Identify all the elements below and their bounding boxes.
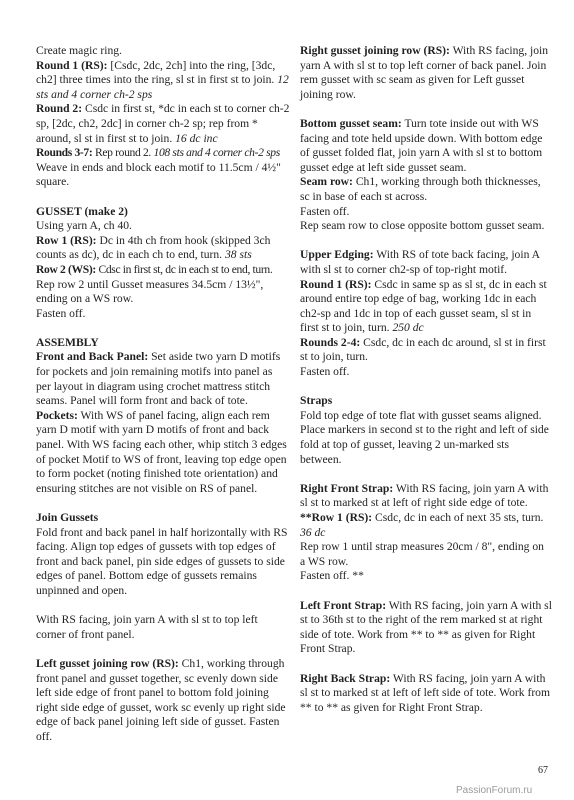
upper-edging bbox=[300, 248, 552, 277]
gusset-yarn: Using yarn A, ch 40. bbox=[36, 219, 132, 233]
pockets-label: Pockets: bbox=[36, 408, 78, 422]
round-1-label: Round 1 (RS): bbox=[36, 58, 108, 72]
seam-row bbox=[300, 175, 552, 204]
pockets-text: With WS of panel facing, align each rem yarn D motif with yarn D motifs of front and back panel. With WS facing each other, whip stitch 3 edges of pocket Motif to WS of front, leaving top edge open to form pocket (noting finished tote orientation) and ensuring stitches are not visible on RS of panel. bbox=[36, 408, 287, 495]
gusset-rep: Rep row 2 until Gusset measures 34.5cm / 13½", ending on a WS row. bbox=[36, 277, 264, 306]
round-2 bbox=[36, 102, 290, 146]
gusset-row-1-count: 38 sts bbox=[224, 248, 252, 262]
lfs-label: Left Front Strap: bbox=[300, 598, 387, 612]
bottom-seam-text: Turn tote inside out with WS facing and tote held upside down. With bottom edge of gusset folded flat, join yarn A with sl st to bottom gusset edge at left side gusset seam. bbox=[300, 116, 543, 174]
bottom-gusset-seam bbox=[300, 117, 552, 175]
rfs-text: With RS facing, join yarn A with sl st to marked st at left of right side edge of tote. bbox=[300, 481, 549, 510]
rfs-row-1-text: Csdc, dc in each of next 35 sts, turn. bbox=[372, 511, 544, 524]
gusset-row-2-text: Cdsc in first st, dc in each st to end, turn. bbox=[95, 262, 273, 276]
front-back-panel bbox=[36, 350, 290, 408]
upper-round-1-label: Round 1 (RS): bbox=[300, 277, 372, 291]
right-front-strap bbox=[300, 482, 552, 511]
upper-edging-label: Upper Edging: bbox=[300, 248, 374, 262]
round-1-count: 12 sts and 4 corner ch-2 sps bbox=[36, 73, 289, 101]
rfs-row-1-label: **Row 1 (RS): bbox=[300, 511, 373, 524]
upper-rounds-2-4-label: Rounds 2-4: bbox=[300, 335, 361, 349]
join-gussets-heading: Join Gussets bbox=[36, 511, 99, 524]
round-2-label: Round 2: bbox=[36, 102, 83, 116]
gusset-heading: GUSSET (make 2) bbox=[36, 204, 128, 218]
straps-text: Fold top edge of tote flat with gusset seams aligned. Place markers in second st to the right and left of side fold at top of gusset, leaving 2 un-marked sts between. bbox=[300, 408, 549, 466]
seam-row-label: Seam row: bbox=[300, 175, 353, 189]
weave-text: Weave in ends and block each motif to 11.5cm / 4½" square. bbox=[36, 160, 281, 189]
left-gusset-row bbox=[36, 657, 290, 745]
left-gusset-label: Left gusset joining row (RS): bbox=[36, 656, 179, 670]
round-1-text: [Csdc, 2dc, 2ch] into the ring, [3dc, ch2] three times into the ring, sl st in first st to join. bbox=[36, 58, 278, 87]
straps-heading: Straps bbox=[300, 394, 333, 408]
left-gusset-text: Ch1, working through front panel and gusset together, sc evenly down side left side edge of front panel to bottom fold joining right side edge of gusset, work sc evenly up right side edge of back panel joining left side of gusset. Fasten off. bbox=[36, 656, 286, 743]
round-2-text: Csdc in first st, *dc in each st to corner ch-2 sp, [2dc, ch2, 2dc] in corner ch-2 sp; rep from * around, sl st in first st to join. bbox=[36, 102, 290, 145]
gusset-row-1 bbox=[36, 234, 290, 263]
right-gusset-label: Right gusset joining row (RS): bbox=[300, 44, 450, 57]
assembly-heading: ASSEMBLY bbox=[36, 335, 99, 349]
gusset-row-2 bbox=[36, 263, 290, 278]
watermark-text: PassionForum.ru bbox=[456, 785, 533, 796]
upper-edging-text: With RS of tote back facing, join A with sl st to corner ch2-sp of top-right motif. bbox=[300, 248, 540, 276]
left-front-strap bbox=[300, 599, 552, 657]
upper-rounds-2-4 bbox=[300, 336, 552, 365]
right-gusset-row bbox=[300, 44, 552, 102]
gusset-row-1-label: Row 1 (RS): bbox=[36, 233, 97, 247]
right-gusset-text: With RS facing, join yarn A with sl st to top left corner of back panel. Join rem gusset with sc seam as given for Left gusset joining row. bbox=[300, 44, 549, 101]
rfs-fasten: Fasten off. ** bbox=[300, 569, 364, 583]
right-column bbox=[300, 44, 552, 715]
lfs-text: With RS facing, join yarn A with sl st to 36th st to the right of the rem marked st at right side of tote. Work from ** to ** as given for Right Front Strap. bbox=[300, 598, 552, 656]
rfs-label: Right Front Strap: bbox=[300, 481, 394, 495]
join-gussets-text-2: With RS facing, join yarn A with sl st to top left corner of front panel. bbox=[36, 613, 258, 641]
gusset-fasten: Fasten off. bbox=[36, 306, 86, 320]
seam-fasten: Fasten off. bbox=[300, 204, 350, 218]
rounds-3-7 bbox=[36, 146, 290, 161]
rbs-text: With RS facing, join yarn A with sl st to marked st at left of left side of tote. Work from ** to ** as given for Right Front Strap. bbox=[300, 671, 550, 714]
join-gussets-text: Fold front and back panel in half horizontally with RS facing. Align top edges of gussets with top edges of front and back panel, pin side edges of gussets to side edges of panel. Bottom edge of gussets remains unpinned and open. bbox=[36, 525, 288, 597]
round-2-count: 16 dc inc bbox=[175, 131, 218, 145]
right-back-strap bbox=[300, 672, 552, 716]
rfs-row-1 bbox=[300, 511, 552, 540]
upper-fasten: Fasten off. bbox=[300, 365, 350, 379]
gusset-row-1-text: Dc in 4th ch from hook (skipped 3ch counts as dc), dc in each ch to end, turn. bbox=[36, 233, 271, 262]
panel-label: Front and Back Panel: bbox=[36, 350, 149, 364]
upper-round-1-count: 250 dc bbox=[392, 321, 424, 335]
page-number: 67 bbox=[538, 765, 548, 776]
rounds-3-7-text: Rep round 2. bbox=[92, 146, 154, 160]
seam-rep: Rep seam row to close opposite bottom gusset seam. bbox=[300, 219, 545, 233]
round-1 bbox=[36, 59, 290, 103]
rbs-label: Right Back Strap: bbox=[300, 671, 391, 685]
bottom-seam-label: Bottom gusset seam: bbox=[300, 116, 402, 130]
upper-round-1 bbox=[300, 278, 552, 336]
seam-row-text: Ch1, working through both thicknesses, sc in base of each st across. bbox=[300, 175, 541, 203]
gusset-row-2-label: Row 2 (WS): bbox=[36, 262, 96, 276]
upper-round-1-text: Csdc in same sp as sl st, dc in each st around entire top edge of bag, working 1dc in each ch2-sp and 1dc in top of each gusset seam, sl st in first st to join, turn. bbox=[300, 277, 547, 335]
upper-rounds-2-4-text: Csdc, dc in each dc around, sl st in first st to join, turn. bbox=[300, 335, 546, 364]
rounds-3-7-count: 108 sts and 4 corner ch-2 sps bbox=[153, 146, 280, 160]
rfs-row-1-count: 36 dc bbox=[300, 525, 326, 539]
intro-text: Create magic ring. bbox=[36, 44, 122, 57]
left-column bbox=[36, 44, 290, 745]
pockets bbox=[36, 409, 290, 497]
panel-text: Set aside two yarn D motifs for pockets and join remaining motifs into panel as per layout in diagram using crochet mattress stitch seams. Panel will form front and back of tote. bbox=[36, 350, 281, 408]
rfs-rep: Rep row 1 until strap measures 20cm / 8", ending on a WS row. bbox=[300, 540, 544, 568]
rounds-3-7-label: Rounds 3-7: bbox=[36, 146, 93, 160]
